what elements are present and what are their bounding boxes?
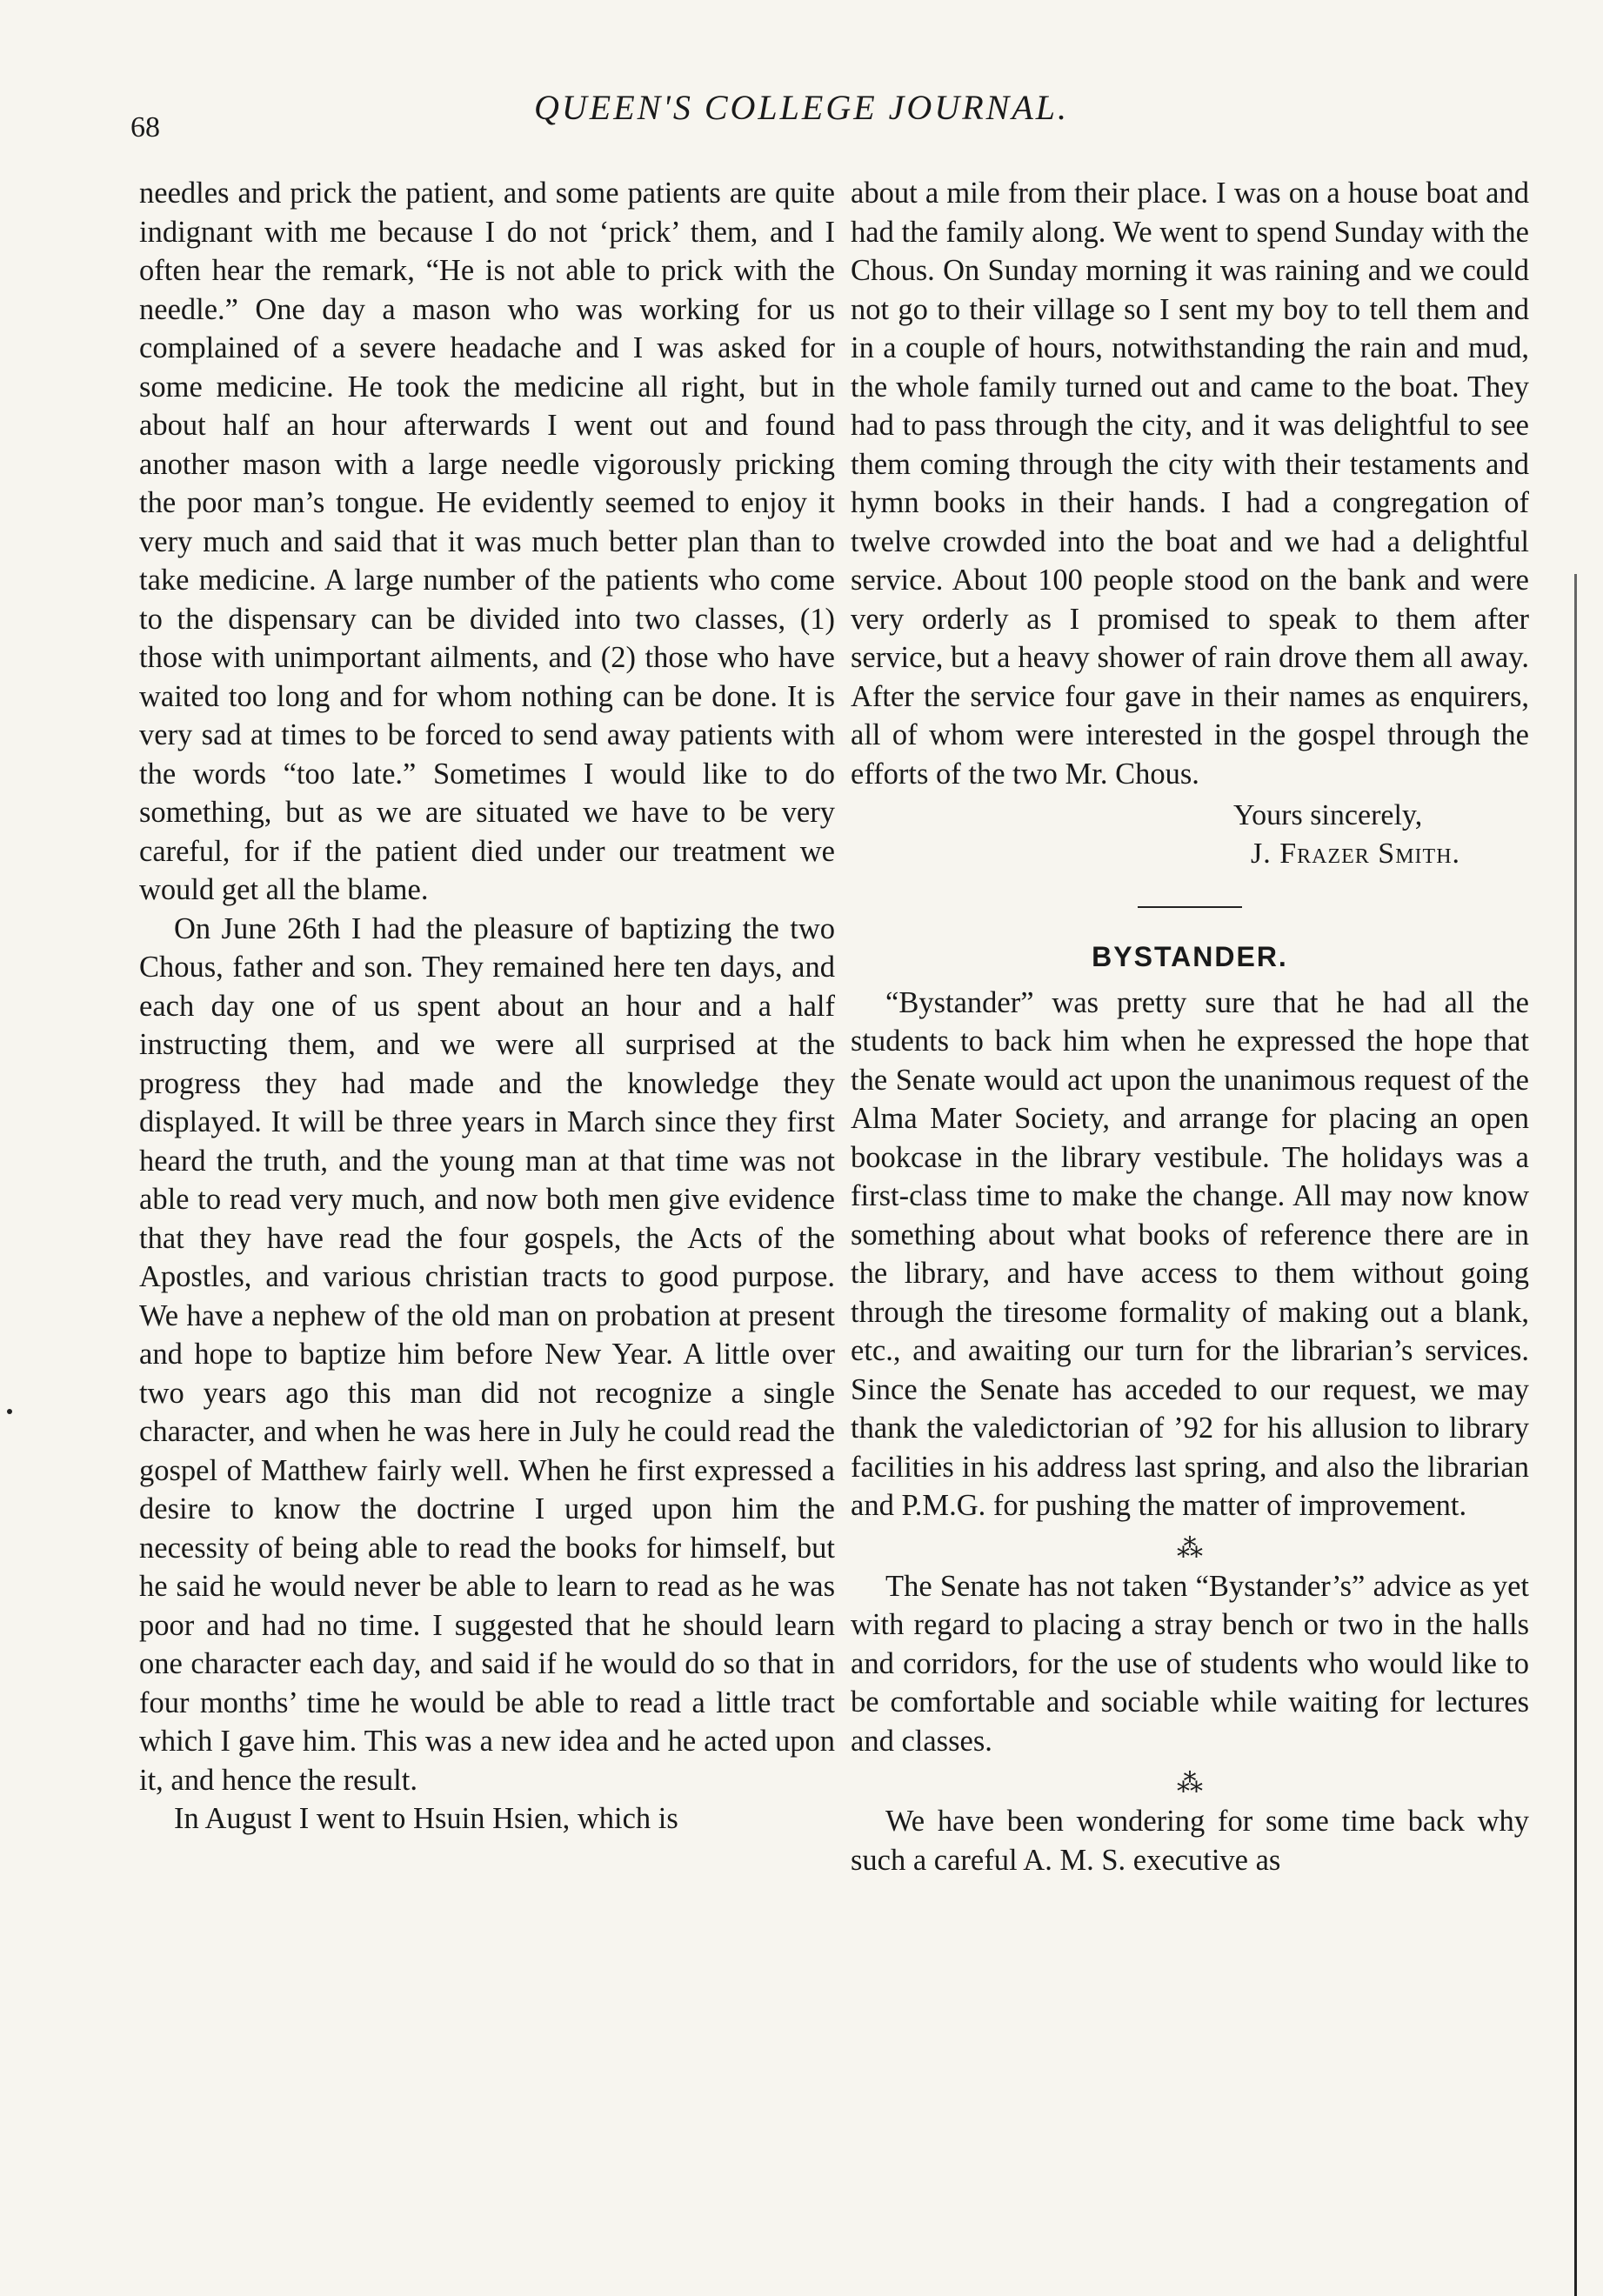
letter-closing: Yours sincerely, — [1233, 799, 1423, 831]
paragraph: The Senate has not taken “Bystander’s” advice as yet with regard to placing a stray bench or two in the halls and corridors, for the use of students who would like to be comfortable and sociable while waiting for lectures and classes. — [851, 1569, 1529, 1758]
letter-signoff — [851, 797, 1529, 873]
paragraph: “Bystander” was pretty sure that he had all the students to back him when he expressed the hope that the Senate would act upon the unanimous request of the Alma Mater Society, and arrange for placing an open bookcase in the library vestibule. The holidays was a first-class time to make the change. All may now know something about what books of reference there are in the library, and have access to them without going through the tiresome formality of making out a blank, etc., and awaiting our turn for the librarian’s services. Since the Senate has acceded to our request, we may thank the valedictorian of ’92 for his allusion to library facilities in his address last spring, and also the librarian and P.M.G. for pushing the matter of improvement. — [851, 985, 1529, 1522]
asterism-separator: ⁂ — [1177, 1769, 1203, 1798]
paragraph: needles and prick the patient, and some patients are quite indignant with me because I do not ‘prick’ them, and I often hear the remark, “He is not able to prick with the needle.” One day a mason who was working for us complained of a severe headache and I was asked for some medicine. He took the medicine all right, but in about half an hour afterwards I went out and found another mason with a large needle vigorously pricking the poor man’s tongue. He evidently seemed to enjoy it very much and said that it was much better plan than to take medicine. A large number of the patients who come to the dispensary can be divided into two classes, (1) those with unimportant ailments, and (2) those who have waited too long and for whom nothing can be done. It is very sad at times to be forced to send away patients with the words “too late.” Sometimes I would like to do something, but as we are situated we have to be very careful, for if the patient died under our treatment we would get all the blame. — [139, 177, 835, 906]
paragraph: We have been wondering for some time back why such a careful A. M. S. executive as — [851, 1805, 1529, 1877]
paragraph: On June 26th I had the pleasure of baptizing the two Chous, father and son. They remained here ten days, and each day one of us spent about an hour and a half instructing them, and we were all surprised at the progress they had made and the knowledge they displayed. It will be three years in March since they first heard the truth, and the young man at that time was not able to read very much, and now both men give evidence that they have read the four gospels, the Acts of the Apostles, and various christian tracts to good purpose. We have a nephew of the old man on probation at present and hope to baptize him before New Year. A little over two years ago this man did not recognize a single character, and when he was here in July he could read the gospel of Matthew fairly well. When he first expressed a desire to know the doctrine I urged upon him the necessity of being able to read the books for himself, but he said he would never be able to learn to read as he was poor and had no time. I suggested that he should learn one character each day, and said if he would do so that in four months’ time he would be able to read a little tract which I gave him. This was a new idea and he acted upon it, and hence the result. — [139, 911, 835, 1797]
page-edge-shadow — [1574, 574, 1577, 2296]
journal-title: QUEEN'S COLLEGE JOURNAL. — [533, 88, 1069, 127]
section-title: BYSTANDER. — [1092, 941, 1288, 972]
right-column — [851, 174, 1529, 1879]
ink-speck — [7, 1409, 12, 1414]
section-divider — [1138, 906, 1242, 908]
letter-continuation: about a mile from their place. I was on a house boat and had the family along. We went to spend Sunday with the Chous. On Sunday morning it was raining and we could not go to their village so I sent my boy to tell them and in a couple of hours, notwithstanding the rain and mud, the whole family turned out and came to the boat. They had to pass through the city, and it was delightful to see them coming through the city with their testaments and hymn books in their hands. I had a congregation of twelve crowded into the boat and we had a delightful service. About 100 people stood on the bank and were very orderly as I promised to speak to them after service, but a heavy shower of rain drove them all away. After the service four gave in their names as enquirers, all of whom were interested in the gospel through the efforts of the two Mr. Chous. — [851, 177, 1529, 791]
asterism-separator: ⁂ — [1177, 1533, 1203, 1563]
letter-signature: J. Frazer Smith. — [1251, 838, 1461, 870]
left-column — [139, 174, 835, 1839]
paragraph: In August I went to Hsuin Hsien, which is — [174, 1802, 678, 1835]
page-number: 68 — [130, 111, 160, 144]
